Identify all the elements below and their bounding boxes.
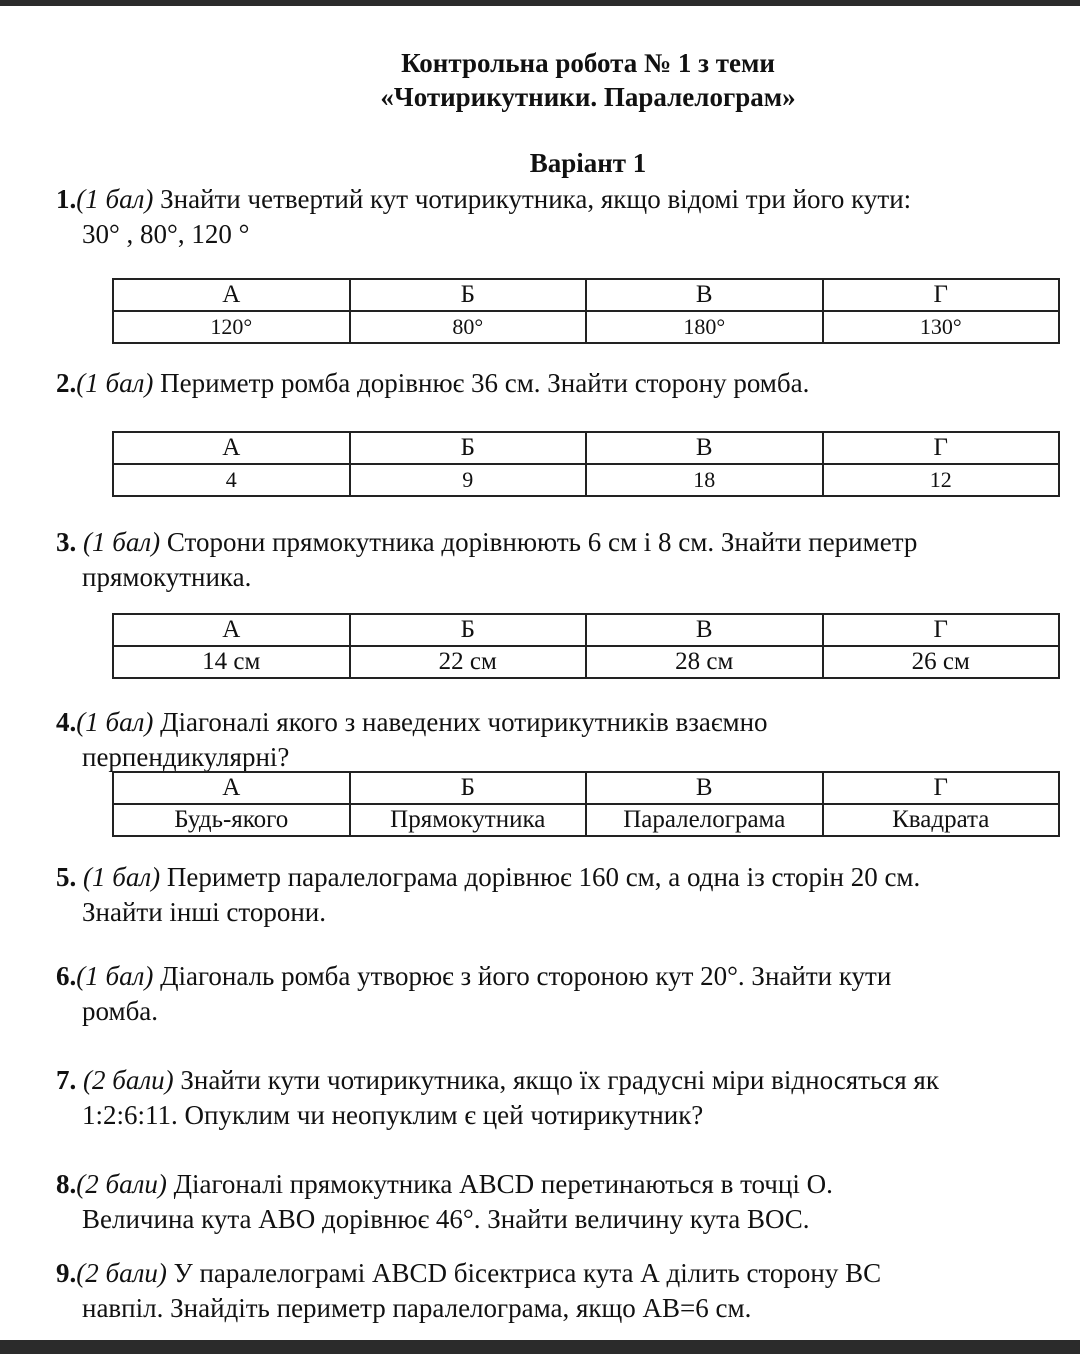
variant-heading: Варіант 1: [529, 148, 647, 178]
option-d: Г: [823, 772, 1060, 804]
option-c: В: [586, 614, 823, 646]
task-text: Знайти кути чотирикутника, якщо їх градусні міри відносяться як: [173, 1065, 939, 1095]
task-7: [56, 1063, 1050, 1133]
option-values-row: [113, 646, 1059, 678]
task-text: Діагональ ромба утворює з його стороною кут 20°. Знайти кути: [153, 961, 892, 991]
task-points: (1 бал): [76, 184, 154, 214]
answer-a: Будь-якого: [113, 804, 350, 836]
task-text: Периметр ромба дорівнює 36 см. Знайти сторону ромба.: [153, 368, 810, 398]
task-points: (2 бали): [76, 1258, 167, 1288]
answer-a: 4: [113, 464, 350, 496]
task-8: [56, 1167, 1050, 1237]
option-letters-row: [113, 614, 1059, 646]
task-points: (1 бал): [76, 368, 154, 398]
answer-d: Квадрата: [823, 804, 1060, 836]
task-text: Знайти четвертий кут чотирикутника, якщо відомі три його кути:: [153, 184, 912, 214]
option-b: Б: [350, 772, 587, 804]
task-text: Діагоналі якого з наведених чотирикутників взаємно: [153, 707, 768, 737]
task-points: (1 бал): [76, 961, 154, 991]
task-9: [56, 1256, 1050, 1326]
option-b: Б: [350, 614, 587, 646]
task-text-cont: прямокутника.: [82, 562, 252, 592]
answer-d: 26 см: [823, 646, 1060, 678]
answer-c: 18: [586, 464, 823, 496]
title-line-2: «Чотирикутники. Паралелограм»: [380, 82, 796, 112]
answer-table-3: [112, 613, 1060, 679]
option-a: А: [113, 614, 350, 646]
task-text: У паралелограмі ABCD бісектриса кута А ділить сторону ВС: [166, 1258, 882, 1288]
answer-d: 130°: [823, 311, 1060, 343]
answer-b: 80°: [350, 311, 587, 343]
task-text-cont: Величина кута АВО дорівнює 46°. Знайти величину кута ВОС.: [82, 1204, 810, 1234]
task-text: Сторони прямокутника дорівнюють 6 см і 8 см. Знайти периметр: [160, 527, 918, 557]
answer-c: Паралелограма: [586, 804, 823, 836]
worksheet-page: [0, 6, 1080, 1340]
option-a: А: [113, 279, 350, 311]
task-number: 1.: [56, 184, 77, 214]
task-number: 9.: [56, 1258, 77, 1288]
answer-c: 180°: [586, 311, 823, 343]
answer-b: Прямокутника: [350, 804, 587, 836]
answer-b: 22 см: [350, 646, 587, 678]
answer-c: 28 см: [586, 646, 823, 678]
task-text-cont: Знайти інші сторони.: [82, 897, 326, 927]
option-values-row: [113, 311, 1059, 343]
task-text: Периметр паралелограма дорівнює 160 см, а одна із сторін 20 см.: [160, 862, 921, 892]
option-values-row: [113, 804, 1059, 836]
task-points: (2 бали): [76, 1169, 167, 1199]
task-number: 2.: [56, 368, 77, 398]
task-number: 6.: [56, 961, 77, 991]
task-2: [56, 366, 1050, 401]
task-number: 3.: [56, 527, 77, 557]
option-a: А: [113, 772, 350, 804]
task-6: [56, 959, 1050, 1029]
answer-d: 12: [823, 464, 1060, 496]
option-d: Г: [823, 432, 1060, 464]
task-text-cont: навпіл. Знайдіть периметр паралелограма, якщо АВ=6 см.: [82, 1293, 752, 1323]
answer-table-1: [112, 278, 1060, 344]
task-5: [56, 860, 1050, 930]
task-text-cont: ромба.: [82, 996, 159, 1026]
option-values-row: [113, 464, 1059, 496]
option-d: Г: [823, 614, 1060, 646]
option-d: Г: [823, 279, 1060, 311]
option-a: А: [113, 432, 350, 464]
answer-a: 14 см: [113, 646, 350, 678]
task-number: 4.: [56, 707, 77, 737]
task-text-cont: 30° , 80°, 120 °: [82, 219, 250, 249]
option-b: Б: [350, 432, 587, 464]
task-points: (1 бал): [76, 707, 154, 737]
task-number: 7.: [56, 1065, 77, 1095]
answer-a: 120°: [113, 311, 350, 343]
answer-table-2: [112, 431, 1060, 497]
task-4: [56, 705, 1050, 775]
answer-table-4: [112, 771, 1060, 837]
option-letters-row: [113, 432, 1059, 464]
task-number: 5.: [56, 862, 77, 892]
option-letters-row: [113, 279, 1059, 311]
task-text: Діагоналі прямокутника ABCD перетинаються в точці О.: [166, 1169, 833, 1199]
task-points: (2 бали): [76, 1065, 174, 1095]
task-text-cont: перпендикулярні?: [82, 742, 290, 772]
option-c: В: [586, 772, 823, 804]
option-c: В: [586, 279, 823, 311]
answer-b: 9: [350, 464, 587, 496]
task-points: (1 бал): [76, 527, 161, 557]
task-points: (1 бал): [76, 862, 161, 892]
task-1: [56, 182, 1050, 252]
option-b: Б: [350, 279, 587, 311]
option-c: В: [586, 432, 823, 464]
option-letters-row: [113, 772, 1059, 804]
task-text-cont: 1:2:6:11. Опуклим чи неопуклим є цей чотирикутник?: [82, 1100, 704, 1130]
task-number: 8.: [56, 1169, 77, 1199]
title-line-1: Контрольна робота № 1 з теми: [401, 48, 775, 78]
task-3: [56, 525, 1050, 595]
